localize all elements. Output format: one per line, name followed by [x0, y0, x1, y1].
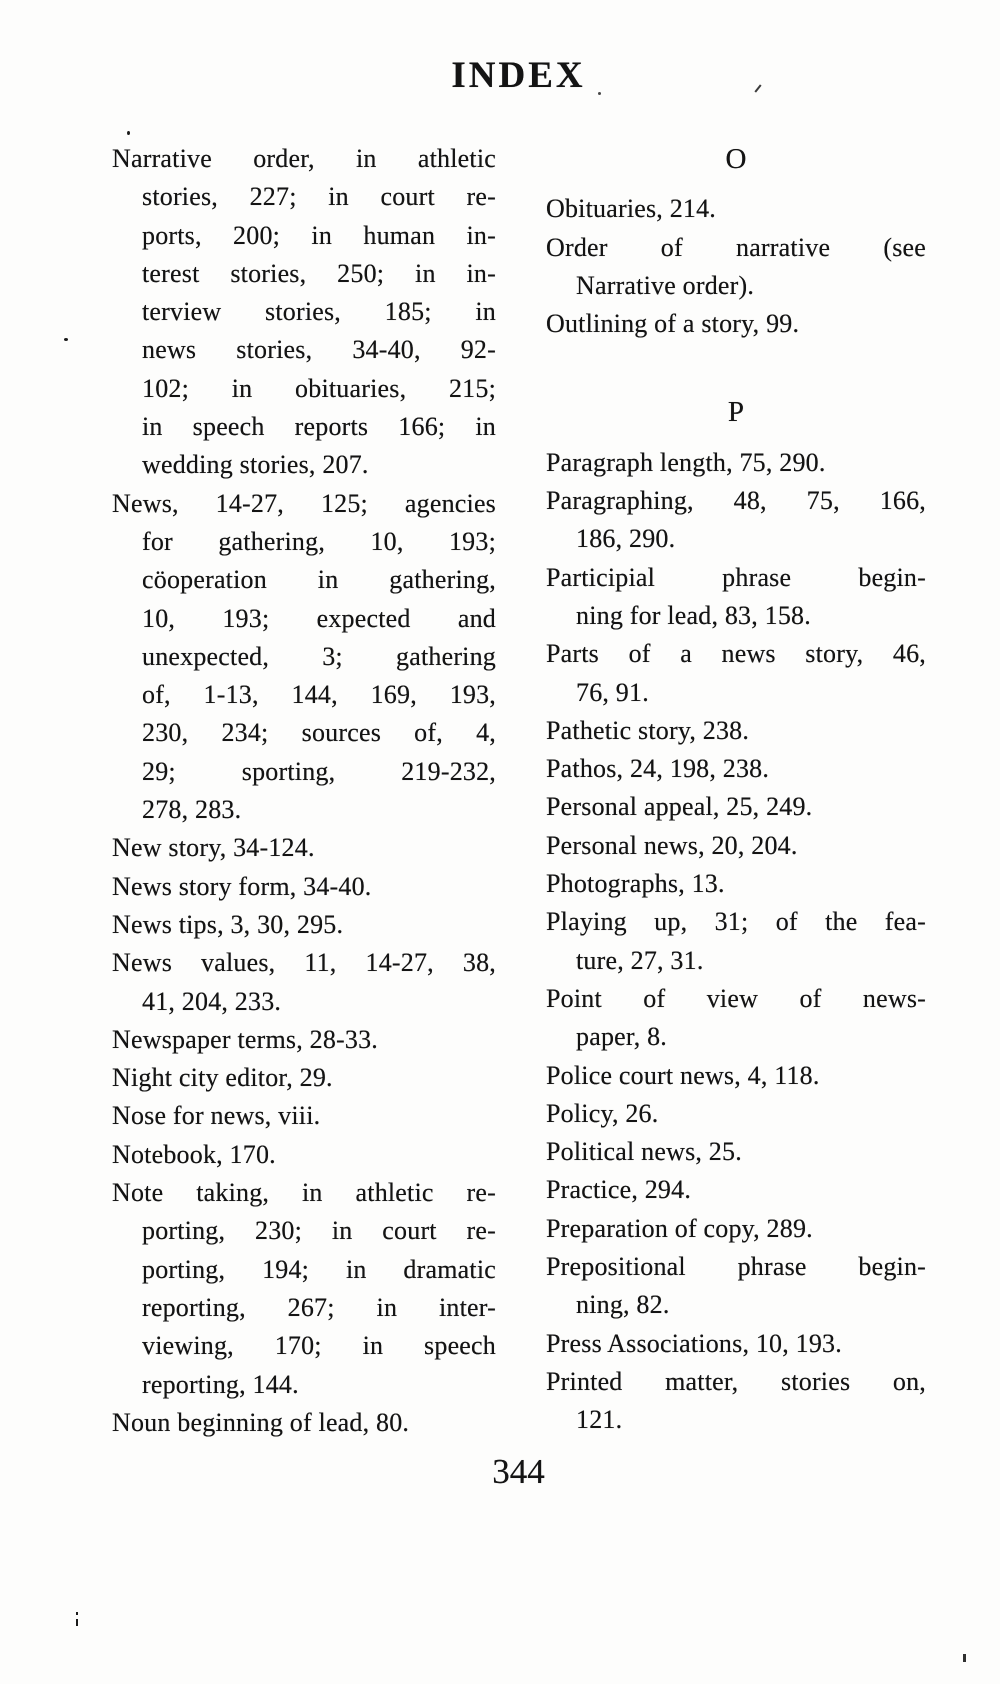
- page-number: 344: [492, 1452, 545, 1491]
- entry-line: Order of narrative (see: [546, 232, 926, 262]
- entry-line: Participial phrase begin-: [546, 562, 926, 592]
- index-entry: [546, 444, 926, 482]
- index-entry: [546, 305, 926, 343]
- section-heading-o: O: [725, 143, 747, 175]
- index-entry: [546, 1210, 926, 1248]
- scan-speck: [598, 92, 601, 95]
- entry-line: stories, 227; in court re-: [142, 182, 496, 212]
- entry-line: ning, 82.: [576, 1290, 670, 1320]
- entry-line: porting, 194; in dramatic: [142, 1254, 496, 1284]
- index-entry: [546, 229, 926, 306]
- entry-line: ning for lead, 83, 158.: [576, 600, 811, 630]
- entry-line: unexpected, 3; gathering: [142, 641, 496, 671]
- entry-line: 102; in obituaries, 215;: [142, 373, 496, 403]
- entry-line: 278, 283.: [142, 795, 242, 825]
- entry-line: viewing, 170; in speech: [142, 1331, 496, 1361]
- entry-line: Personal appeal, 25, 249.: [546, 792, 813, 822]
- index-entry: [546, 482, 926, 559]
- index-entry: [546, 559, 926, 636]
- entry-line: Pathetic story, 238.: [546, 715, 750, 745]
- index-entry: [112, 1136, 496, 1174]
- scan-speck: [76, 1619, 78, 1626]
- entry-line: Paragraph length, 75, 290.: [546, 447, 826, 477]
- index-entry: [546, 1057, 926, 1095]
- entry-line: News values, 11, 14-27, 38,: [112, 948, 496, 978]
- entry-line: 121.: [576, 1405, 623, 1435]
- entry-line: terview stories, 185; in: [142, 297, 496, 327]
- entry-line: ports, 200; in human in-: [142, 220, 496, 250]
- index-entry: [112, 140, 496, 485]
- entry-line: Narrative order, in athletic: [112, 144, 496, 173]
- entry-line: Notebook, 170.: [112, 1139, 276, 1169]
- entry-line: cöoperation in gathering,: [142, 565, 496, 595]
- entry-line: ture, 27, 31.: [576, 945, 704, 975]
- index-entry: [112, 906, 496, 944]
- entry-line: in speech reports 166; in: [142, 412, 496, 442]
- entry-line: Personal news, 20, 204.: [546, 830, 798, 860]
- entry-line: Paragraphing, 48, 75, 166,: [546, 486, 926, 516]
- entry-line: reporting, 267; in inter-: [142, 1292, 496, 1322]
- entry-line: 29; sporting, 219-232,: [142, 756, 496, 786]
- entry-line: wedding stories, 207.: [142, 450, 369, 480]
- entry-line: reporting, 144.: [142, 1369, 299, 1399]
- index-entry: [112, 868, 496, 906]
- scan-speck: [127, 131, 130, 135]
- index-entry: [546, 1095, 926, 1133]
- index-entry: [546, 788, 926, 826]
- entry-line: Printed matter, stories on,: [546, 1366, 926, 1396]
- entry-line: Police court news, 4, 118.: [546, 1060, 820, 1090]
- section-heading-p: P: [727, 396, 745, 429]
- entry-line: News tips, 3, 30, 295.: [112, 909, 344, 939]
- entry-line: terest stories, 250; in in-: [142, 258, 496, 288]
- index-entry: [546, 712, 926, 750]
- entry-line: Nose for news, viii.: [112, 1101, 321, 1131]
- entry-line: Political news, 25.: [546, 1137, 742, 1167]
- index-entry: [546, 1363, 926, 1440]
- entry-line: Policy, 26.: [546, 1098, 659, 1128]
- index-entry: [546, 827, 926, 865]
- page-title: INDEX: [451, 55, 586, 96]
- entry-line: 76, 91.: [576, 677, 649, 707]
- entry-line: News story form, 34-40.: [112, 871, 372, 901]
- entry-line: Noun beginning of lead, 80.: [112, 1407, 410, 1437]
- index-entry: [546, 865, 926, 903]
- entry-line: Practice, 294.: [546, 1175, 692, 1205]
- entry-line: Pathos, 24, 198, 238.: [546, 754, 770, 784]
- entry-line: New story, 34-124.: [112, 833, 315, 863]
- index-entry: [112, 1404, 496, 1442]
- entry-line: Night city editor, 29.: [112, 1063, 333, 1093]
- entry-line: of, 1-13, 144, 169, 193,: [142, 680, 496, 710]
- entry-line: Parts of a news story, 46,: [546, 639, 926, 669]
- entry-line: news stories, 34-40, 92-: [142, 335, 496, 365]
- entry-line: Playing up, 31; of the fea-: [546, 907, 926, 937]
- index-entry: [546, 1133, 926, 1171]
- index-entry: [112, 944, 496, 1021]
- entry-line: 41, 204, 233.: [142, 986, 282, 1016]
- scan-speck: [76, 1612, 78, 1615]
- entry-line: 186, 290.: [576, 524, 676, 554]
- entry-line: Prepositional phrase begin-: [546, 1252, 926, 1282]
- index-entry: [112, 829, 496, 867]
- index-entry: [546, 980, 926, 1057]
- entry-line: Press Associations, 10, 193.: [546, 1328, 842, 1358]
- index-entry: [112, 1097, 496, 1135]
- entry-line: for gathering, 10, 193;: [142, 526, 496, 556]
- entry-line: Obituaries, 214.: [546, 194, 717, 224]
- index-column-left: [112, 140, 496, 1442]
- entry-line: Photographs, 13.: [546, 869, 725, 899]
- entry-line: 230, 234; sources of, 4,: [142, 718, 496, 748]
- index-entry: [112, 1174, 496, 1404]
- index-entry: [546, 190, 926, 228]
- entry-line: 10, 193; expected and: [142, 603, 496, 633]
- entry-line: Newspaper terms, 28-33.: [112, 1024, 378, 1054]
- index-entry: [546, 903, 926, 980]
- entry-line: News, 14-27, 125; agencies: [112, 488, 496, 518]
- entry-line: Narrative order).: [576, 270, 755, 300]
- index-entry: [112, 485, 496, 830]
- index-entry: [112, 1059, 496, 1097]
- index-entry: [546, 750, 926, 788]
- entry-line: Outlining of a story, 99.: [546, 309, 800, 339]
- entry-line: Point of view of news-: [546, 983, 926, 1013]
- index-entry: [546, 635, 926, 712]
- index-entry: [546, 1171, 926, 1209]
- entry-line: Note taking, in athletic re-: [112, 1178, 496, 1208]
- index-column-right: [546, 140, 926, 1440]
- index-entry: [546, 1325, 926, 1363]
- scan-speck: [64, 338, 68, 341]
- entry-line: paper, 8.: [576, 1022, 667, 1052]
- entry-line: Preparation of copy, 289.: [546, 1213, 813, 1243]
- index-entry: [112, 1021, 496, 1059]
- entry-line: porting, 230; in court re-: [142, 1216, 496, 1246]
- index-entry: [546, 1248, 926, 1325]
- scan-speck: [963, 1654, 966, 1662]
